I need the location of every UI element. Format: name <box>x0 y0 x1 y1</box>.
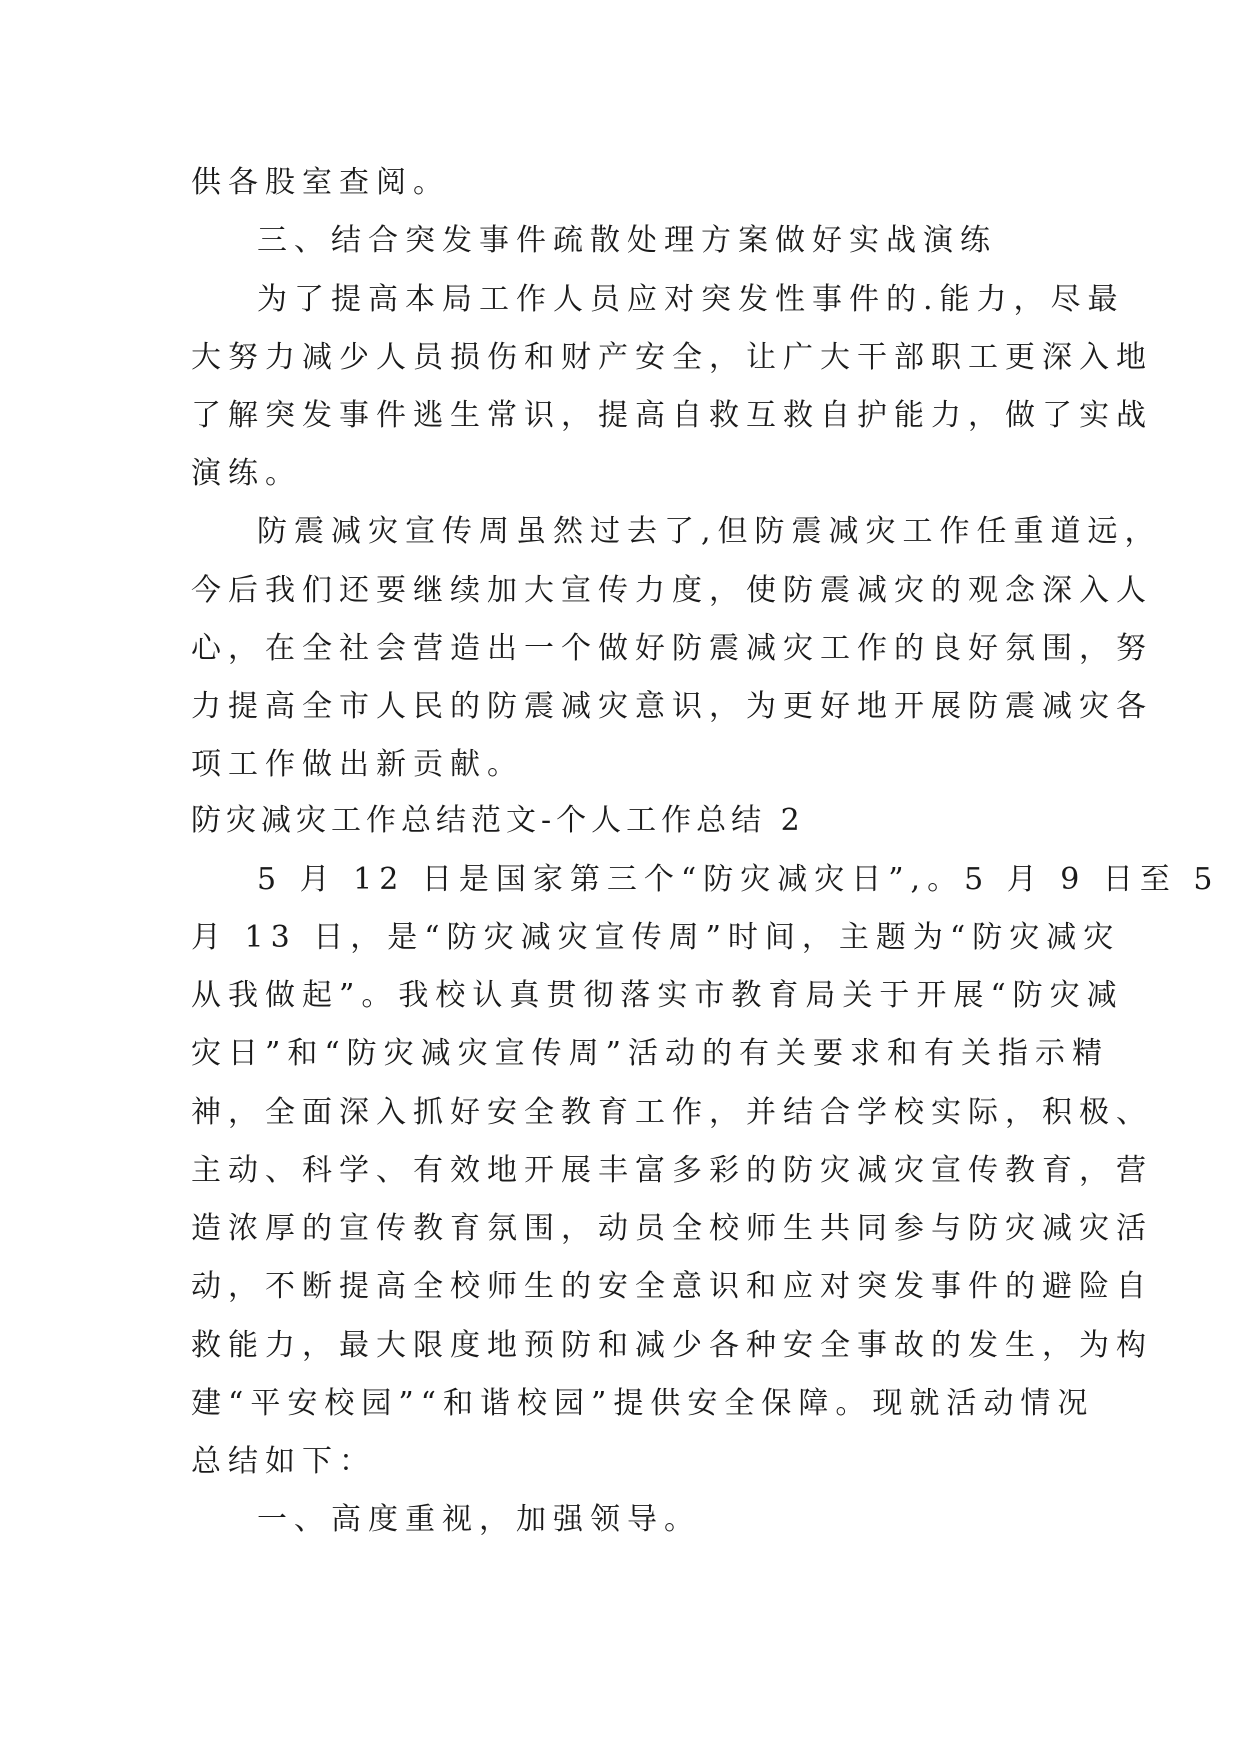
section-heading: 三、结合突发事件疏散处理方案做好实战演练 <box>257 223 997 258</box>
text-line: 灾日”和“防灾减灾宣传周”活动的有关要求和有关指示精 <box>191 1036 1110 1071</box>
text-line: 总结如下： <box>191 1444 376 1479</box>
text-line: 月 13 日，是“防灾减灾宣传周”时间，主题为“防灾减灾 <box>191 920 1121 955</box>
text-line: 大努力减少人员损伤和财产安全，让广大干部职工更深入地 <box>191 340 1153 375</box>
text-line: 建“平安校园”“和谐校园”提供安全保障。现就活动情况 <box>191 1386 1095 1421</box>
text-line: 5 月 12 日是国家第三个“防灾减灾日”,。5 月 9 日至 5 <box>257 862 1220 897</box>
text-line: 从我做起”。我校认真贯彻落实市教育局关于开展“防灾减 <box>191 978 1124 1013</box>
text-line: 供各股室查阅。 <box>191 165 450 200</box>
text-line: 心，在全社会营造出一个做好防震减灾工作的良好氛围，努 <box>191 631 1153 666</box>
section-heading: 一、高度重视，加强领导。 <box>257 1502 701 1537</box>
text-line: 动，不断提高全校师生的安全意识和应对突发事件的避险自 <box>191 1269 1153 1304</box>
text-line: 主动、科学、有效地开展丰富多彩的防灾减灾宣传教育，营 <box>191 1153 1153 1188</box>
text-line: 项工作做出新贡献。 <box>191 747 524 782</box>
text-line: 防震减灾宣传周虽然过去了,但防震减灾工作任重道远， <box>257 514 1162 549</box>
text-line: 救能力，最大限度地预防和减少各种安全事故的发生，为构 <box>191 1328 1153 1363</box>
text-line: 了解突发事件逃生常识，提高自救互救自护能力，做了实战 <box>191 398 1153 433</box>
text-line: 神，全面深入抓好安全教育工作，并结合学校实际，积极、 <box>191 1095 1153 1130</box>
article-title: 防灾减灾工作总结范文-个人工作总结 2 <box>191 803 805 838</box>
text-line: 力提高全市人民的防震减灾意识，为更好地开展防震减灾各 <box>191 689 1153 724</box>
text-line: 演练。 <box>191 456 302 491</box>
text-line: 为了提高本局工作人员应对突发性事件的.能力，尽最 <box>257 282 1125 317</box>
text-line: 造浓厚的宣传教育氛围，动员全校师生共同参与防灾减灾活 <box>191 1211 1153 1246</box>
text-line: 今后我们还要继续加大宣传力度，使防震减灾的观念深入人 <box>191 573 1153 608</box>
